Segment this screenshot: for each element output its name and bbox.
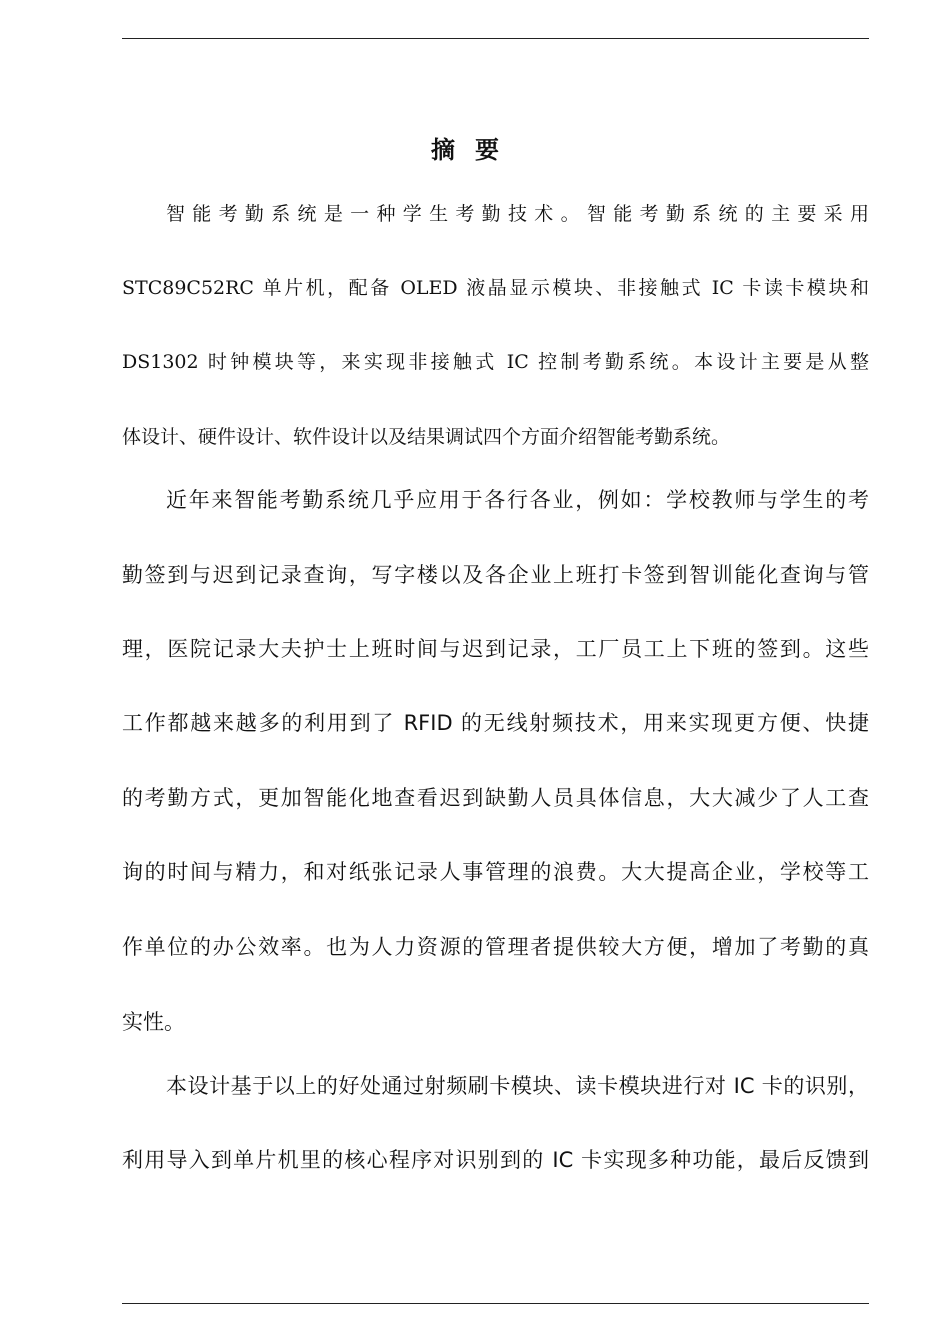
paragraph-2-line-3: 理，医院记录大夫护士上班时间与迟到记录，工厂员工上下班的签到。这些: [122, 637, 869, 661]
paragraph-2-line-8: 实性。: [122, 1010, 185, 1034]
paragraph-2-line-7: 作单位的办公效率。也为人力资源的管理者提供较大方便，增加了考勤的真: [122, 935, 869, 959]
abstract-title: 摘要: [431, 136, 519, 164]
paragraph-1-line-4: 体设计、硬件设计、软件设计以及结果调试四个方面介绍智能考勤系统。: [122, 426, 731, 448]
footer-rule: [122, 1303, 869, 1304]
paragraph-3-line-2: 利用导入到单片机里的核心程序对识别到的 IC 卡实现多种功能，最后反馈到: [122, 1148, 869, 1172]
paragraph-3-line-1: 本设计基于以上的好处通过射频刷卡模块、读卡模块进行对 IC 卡的识别，: [166, 1074, 869, 1098]
header-rule: [122, 38, 869, 39]
paragraph-2-line-1: 近年来智能考勤系统几乎应用于各行各业，例如：学校教师与学生的考: [166, 488, 869, 512]
paragraph-2-line-6: 询的时间与精力，和对纸张记录人事管理的浪费。大大提高企业，学校等工: [122, 860, 869, 884]
paragraph-1-line-1: 智能考勤系统是一种学生考勤技术。智能考勤系统的主要采用: [166, 203, 869, 225]
paragraph-2-line-5: 的考勤方式，更加智能化地查看迟到缺勤人员具体信息，大大减少了人工查: [122, 786, 869, 810]
paragraph-1-line-2: STC89C52RC 单片机，配备 OLED 液晶显示模块、非接触式 IC 卡读卡模块和: [122, 277, 869, 299]
paragraph-2-line-2: 勤签到与迟到记录查询，写字楼以及各企业上班打卡签到智训能化查询与管: [122, 563, 869, 587]
paragraph-2-line-4: 工作都越来越多的利用到了 RFID 的无线射频技术，用来实现更方便、快捷: [122, 711, 869, 735]
paragraph-1-line-3: DS1302 时钟模块等，来实现非接触式 IC 控制考勤系统。本设计主要是从整: [122, 351, 869, 373]
